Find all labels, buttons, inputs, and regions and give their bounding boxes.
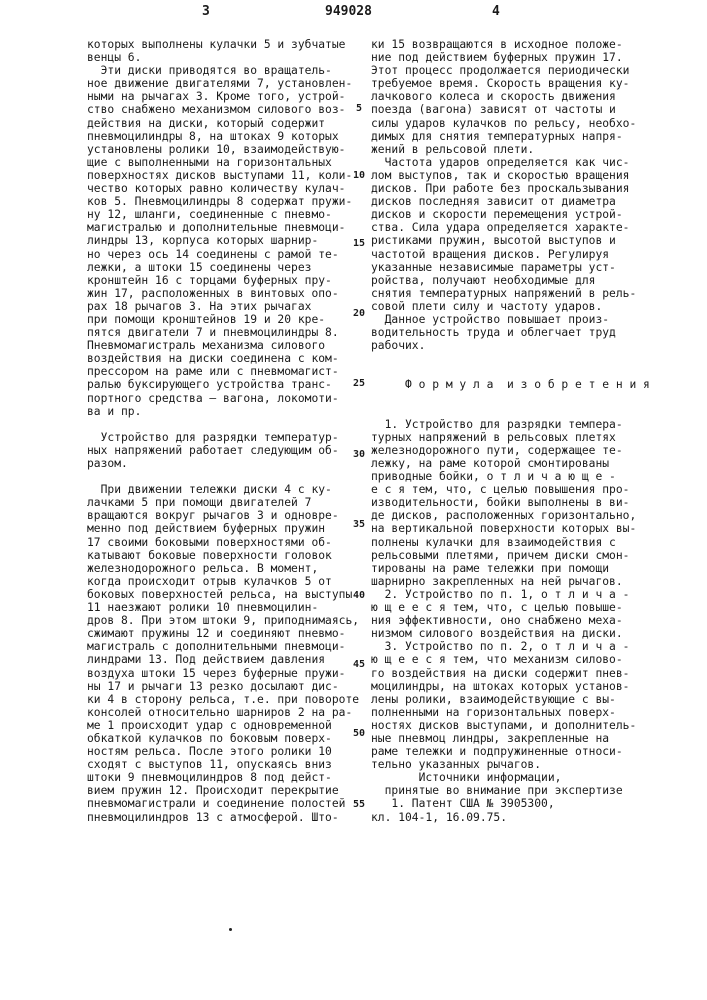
text-line <box>87 418 355 431</box>
text-line: рельсовыми плетями, причем диски смон- <box>371 548 630 562</box>
text-line: 1. Устройство для разрядки темпера- <box>371 417 623 431</box>
text-line: указанные независимые параметры уст- <box>371 260 616 274</box>
text-line: ва и пр. <box>87 404 142 418</box>
text-line: дисков и скорости перемещения устрой- <box>371 208 623 222</box>
text-line: шарнирно закрепленных на ней рычагов. <box>371 574 623 588</box>
text-line: ства. Сила удара определяется характе- <box>371 221 630 235</box>
text-line: поверхностях дисков выступами 11, коли- <box>87 168 353 182</box>
page-number-left: 3 <box>202 4 210 19</box>
text-line: прессором на раме или с пневмомагист- <box>87 365 339 379</box>
text-line: линдрами 13. Под действием давления <box>87 653 326 667</box>
text-line: лачкового колеса и скорость движения <box>371 90 616 104</box>
text-line: 3. Устройство по п. 2, о т л и ч а - <box>371 640 630 654</box>
text-line: полнены кулачки для взаимодействия с <box>371 535 616 549</box>
text-line: пятся двигатели 7 и пневмоцилиндры 8. <box>87 326 339 340</box>
text-line: действия на диски, который содержит <box>87 116 326 130</box>
text-line: раме тележки и подпружиненные относи- <box>371 745 623 759</box>
text-line: штоки 9 пневмоцилиндров 8 под дейст- <box>87 771 332 785</box>
text-line: частотой вращения дисков. Регулируя <box>371 247 610 261</box>
line-number: 40 <box>352 590 366 601</box>
text-line: венцы 6. <box>87 51 142 65</box>
text-line: ния эффективности, оно снабжено меха- <box>371 614 623 628</box>
text-line: ние под действием буферных пружин 17. <box>371 51 623 65</box>
text-line: при помощи кронштейнов 19 и 20 кре- <box>87 312 326 326</box>
text-line: принятые во внимание при экспертизе <box>371 784 623 798</box>
text-line: ки 4 в сторону рельса, т.е. при повороте <box>87 692 360 706</box>
text-line: го воздействия на диски содержит пнев- <box>371 666 630 680</box>
text-line: ное движение двигателями 7, установлен- <box>87 77 353 91</box>
line-number: 35 <box>352 519 366 530</box>
text-line: тельно указанных рычагов. <box>371 758 542 772</box>
text-line: лежку, на раме которой смонтированы <box>371 457 610 470</box>
text-line: Источники информации, <box>371 771 562 785</box>
text-line: приводные бойки, о т л и ч а ю щ е - <box>371 470 616 484</box>
line-number: 55 <box>352 799 366 810</box>
text-line: сходят с выступов 11, опускаясь вниз <box>87 758 332 772</box>
text-line: Пневмомагистраль механизма силового <box>87 339 326 353</box>
text-line <box>371 352 671 365</box>
text-line: дисков последняя зависит от диаметра <box>371 195 616 209</box>
text-line: ков 5. Пневмоцилиндры 8 содержат пружи- <box>87 195 353 209</box>
text-line: ну 12, шланги, соединенные с пневмо- <box>87 208 332 222</box>
scan-speck <box>229 928 232 931</box>
text-line: обкаткой кулачков по боковым поверх- <box>87 731 332 745</box>
text-line: ки 15 возвращаются в исходное положе- <box>371 38 623 51</box>
right-text-column <box>371 38 671 824</box>
text-line: поезда (вагона) зависят от частоты и <box>371 103 616 117</box>
line-number: 25 <box>352 378 366 389</box>
text-line: пневмоцилиндров 13 с атмосферой. Што- <box>87 810 339 824</box>
text-line: на вертикальной поверхности которых вы- <box>371 522 637 536</box>
text-line: но через ось 14 соединены с рамой те- <box>87 247 339 261</box>
text-line: лены ролики, взаимодействующие с вы- <box>371 692 616 706</box>
text-line: железнодорожного пути, содержащее те- <box>371 443 623 457</box>
text-line: боковых поверхностей рельса, на выступы <box>87 587 353 601</box>
text-line: вращаются вокруг рычагов 3 и одновре- <box>87 509 339 523</box>
text-line: димых для снятия температурных напря- <box>371 129 623 143</box>
page-number-right: 4 <box>492 4 500 19</box>
text-line: При движении тележки диски 4 с ку- <box>87 483 332 497</box>
text-line: лом выступов, так и скоростью вращения <box>371 168 630 182</box>
text-line: де дисков, расположенных горизонтально, <box>371 509 637 523</box>
text-line: чество которых равно количеству кулач- <box>87 182 346 196</box>
text-line: 2. Устройство по п. 1, о т л и ч а - <box>371 587 630 601</box>
text-line: пневмоцилиндры 8, на штоках 9 которых <box>87 129 339 143</box>
line-number: 30 <box>352 449 366 460</box>
text-line: ными на рычагах 3. Кроме того, устрой- <box>87 90 346 104</box>
text-line: рах 18 рычагов 3. На этих рычагах <box>87 299 312 313</box>
text-line: ю щ е е с я тем, что, с целью повыше- <box>371 601 623 615</box>
text-line: кронштейн 16 с торцами буферных пру- <box>87 273 332 287</box>
line-number: 50 <box>352 728 366 739</box>
text-line: консолей относительно шарниров 2 на ра- <box>87 705 353 719</box>
text-line: Частота ударов определяется как чис- <box>371 155 630 169</box>
text-line: катывают боковые поверхности головок <box>87 548 332 562</box>
text-line: линдры 13, корпуса которых шарнир- <box>87 234 319 248</box>
text-line: низмом силового воздействия на диски. <box>371 627 623 641</box>
text-line: когда происходит отрыв кулачков 5 от <box>87 574 332 588</box>
text-line: ностям рельса. После этого ролики 10 <box>87 745 332 759</box>
text-line: Данное устройство повышает произ- <box>371 312 610 326</box>
text-line: 11 наезжают ролики 10 пневмоцилин- <box>87 601 319 615</box>
text-line: ство снабжено механизмом силового воз- <box>87 103 346 117</box>
text-line: вием пружин 12. Происходит перекрытие <box>87 784 339 798</box>
text-line: ю щ е е с я тем, что механизм силово- <box>371 653 623 667</box>
text-line: дисков. При работе без проскальзывания <box>371 182 630 196</box>
text-line: совой плети силу и частоту ударов. <box>371 299 603 313</box>
text-line: лачками 5 при помощи двигателей 7 <box>87 496 312 510</box>
text-line: жин 17, расположенных в винтовых опо- <box>87 286 339 300</box>
text-line: тированы на раме тележки при помощи <box>371 561 610 575</box>
text-line: менно под действием буферных пружин <box>87 522 326 536</box>
text-line: снятия температурных напряжений в рель- <box>371 286 637 300</box>
text-line: Эти диски приводятся во вращатель- <box>87 64 332 78</box>
text-line <box>371 405 671 418</box>
text-line: воздуха штоки 15 через буферные пружи- <box>87 666 346 680</box>
text-line: водительность труда и облегчает труд <box>371 326 616 340</box>
text-line: ные пневмоц линдры, закрепленные на <box>371 731 610 745</box>
line-number: 10 <box>352 170 366 181</box>
text-line: ме 1 происходит удар с одновременной <box>87 718 332 732</box>
line-number: 5 <box>355 103 363 114</box>
text-line: дров 8. При этом штоки 9, приподнимаясь, <box>87 614 360 628</box>
text-line <box>371 392 671 405</box>
text-line: 17 своими боковыми поверхностями об- <box>87 535 332 549</box>
text-line: разом. <box>87 457 128 470</box>
text-line: турных напряжений в рельсовых плетях <box>371 430 616 444</box>
text-line: ны 17 и рычаги 13 резко досылают дис- <box>87 679 339 693</box>
text-line <box>87 470 355 483</box>
patent-number: 949028 <box>325 4 372 19</box>
text-line: портного средства – вагона, локомоти- <box>87 391 339 405</box>
line-number: 15 <box>352 238 366 249</box>
text-line: моцилиндры, на штоках которых установ- <box>371 679 630 693</box>
text-line: которых выполнены кулачки 5 и зубчатые <box>87 38 346 51</box>
text-line: е с я тем, что, с целью повышения про- <box>371 483 630 497</box>
text-line: ройства, получают необходимые для <box>371 273 596 287</box>
text-line: рабочих. <box>371 339 426 353</box>
text-line: воздействия на диски соединена с ком- <box>87 352 339 366</box>
line-number: 45 <box>352 659 366 670</box>
text-line: Этот процесс продолжается периодически <box>371 64 630 78</box>
text-line: Устройство для разрядки температур- <box>87 430 339 444</box>
text-line: полненными на горизонтальных поверх- <box>371 705 616 719</box>
text-line: 1. Патент США № 3905300, <box>371 797 555 811</box>
text-line: кл. 104-1, 16.09.75. <box>371 810 508 824</box>
text-line: щие с выполненными на горизонтальных <box>87 155 332 169</box>
text-line: ристиками пружин, высотой выступов и <box>371 234 616 248</box>
text-line: силы ударов кулачков по рельсу, необхо- <box>371 116 637 130</box>
text-line: магистралью и дополнительные пневмоци- <box>87 221 346 235</box>
text-line: ных напряжений работает следующим об- <box>87 443 339 457</box>
text-line: установлены ролики 10, взаимодействую- <box>87 142 346 156</box>
text-line: магистраль с дополнительными пневмоци- <box>87 640 346 654</box>
text-line: железнодорожного рельса. В момент, <box>87 561 319 575</box>
text-line: лежки, а штоки 15 соединены через <box>87 260 312 274</box>
text-line: сжимают пружины 12 и соединяют пневмо- <box>87 627 346 641</box>
line-number: 20 <box>352 308 366 319</box>
text-line: пневмомагистрали и соединение полостей <box>87 797 346 811</box>
text-line: ностях дисков выступами, и дополнитель- <box>371 718 637 732</box>
text-line: требуемое время. Скорость вращения ку- <box>371 77 630 91</box>
text-line: изводительности, бойки выполнены в ви- <box>371 496 630 510</box>
text-line <box>371 365 671 378</box>
text-line: жений в рельсовой плети. <box>371 142 535 156</box>
text-line: ралью буксирующего устройства транс- <box>87 378 332 392</box>
text-line: Ф о р м у л а и з о б р е т е н и я <box>371 378 650 392</box>
